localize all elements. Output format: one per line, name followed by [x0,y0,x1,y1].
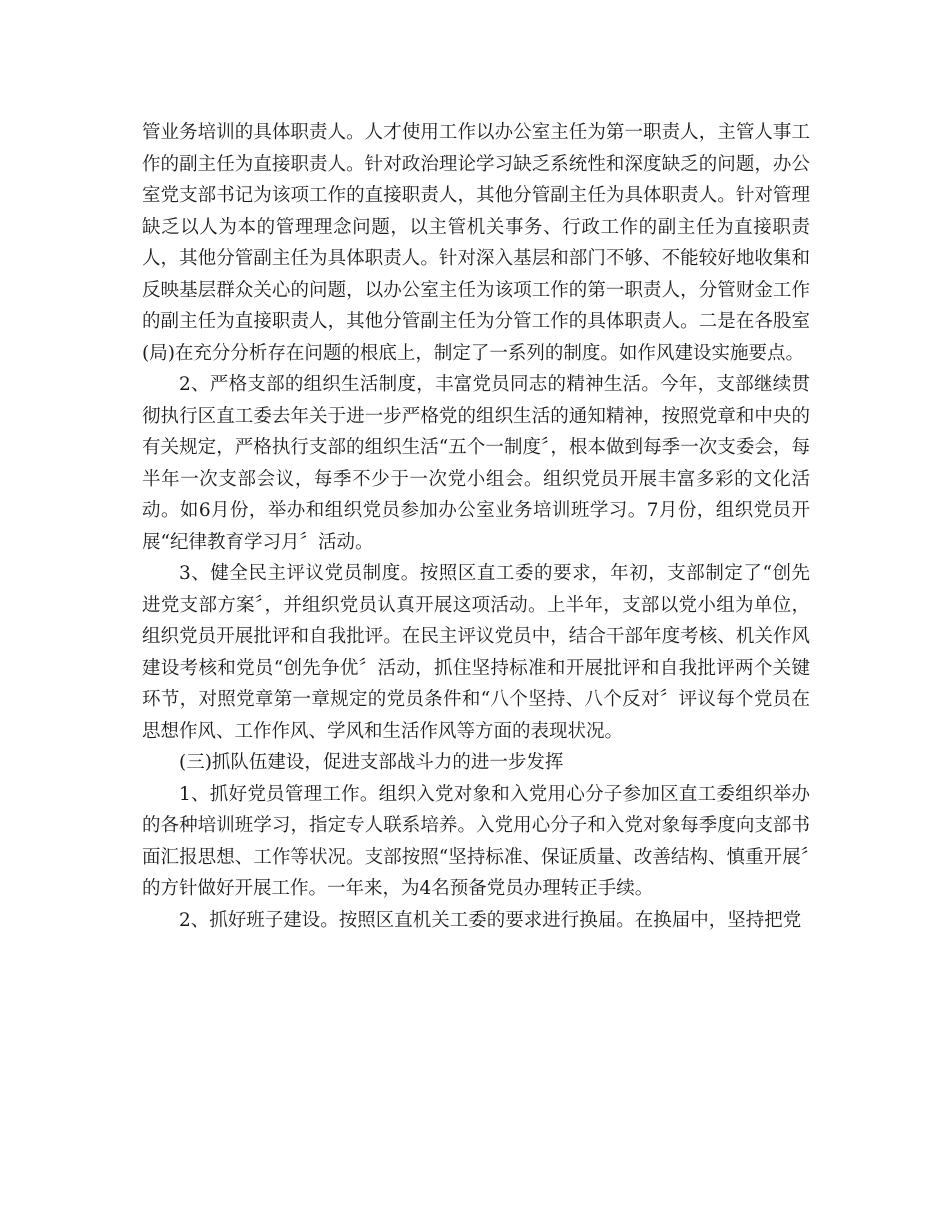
document-body [142,117,810,936]
paragraph-1: 管业务培训的具体职责人。人才使用工作以办公室主任为第一职责人，主管人事工作的副主任为直接职责人。针对政治理论学习缺乏系统性和深度缺乏的问题，办公室党支部书记为该项工作的直接职责人，其他分管副主任为具体职责人。针对管理缺乏以人为本的管理理念问题，以主管机关事务、行政工作的副主任为直接职责人，其他分管副主任为具体职责人。针对深入基层和部门不够、不能较好地收集和反映基层群众关心的问题，以办公室主任为该项工作的第一职责人，分管财金工作的副主任为直接职责人，其他分管副主任为分管工作的具体职责人。二是在各股室(局)在充分分析存在问题的根底上，制定了一系列的制度。如作风建设实施要点。 [142,122,810,364]
paragraph-2: 2、严格支部的组织生活制度，丰富党员同志的精神生活。今年，支部继续贯彻执行区直工委去年关于进一步严格党的组织生活的通知精神，按照党章和中央的有关规定，严格执行支部的组织生活“五个一制度〞，根本做到每季一次支委会，每半年一次支部会议，每季不少于一次党小组会。组织党员开展丰富多彩的文化活动。如6月份，举办和组织党员参加办公室业务培训班学习。7月份，组织党员开展“纪律教育学习月〞活动。 [142,374,810,553]
paragraph-5: 2、抓好班子建设。按照区直机关工委的要求进行换届。在换届中，坚持把党 [179,909,802,931]
section-heading: (三)抓队伍建设，促进支部战斗力的进一步发挥 [179,752,564,773]
paragraph-3: 3、健全民主评议党员制度。按照区直工委的要求，年初，支部制定了“创先进党支部方案〞，并组织党员认真开展这项活动。上半年，支部以党小组为单位，组织党员开展批评和自我批评。在民主评议党员中，结合干部年度考核、机关作风建设考核和党员“创先争优〞活动，抓住坚持标准和开展批评和自我批评两个关键环节，对照党章第一章规定的党员条件和“八个坚持、八个反对〞评议每个党员在思想作风、工作作风、学风和生活作风等方面的表现状况。 [142,563,810,742]
paragraph-4: 1、抓好党员管理工作。组织入党对象和入党用心分子参加区直工委组织举办的各种培训班学习，指定专人联系培养。入党用心分子和入党对象每季度向支部书面汇报思想、工作等状况。支部按照“坚持标准、保证质量、改善结构、慎重开展〞的方针做好开展工作。一年来，为4名预备党员办理转正手续。 [142,783,810,899]
